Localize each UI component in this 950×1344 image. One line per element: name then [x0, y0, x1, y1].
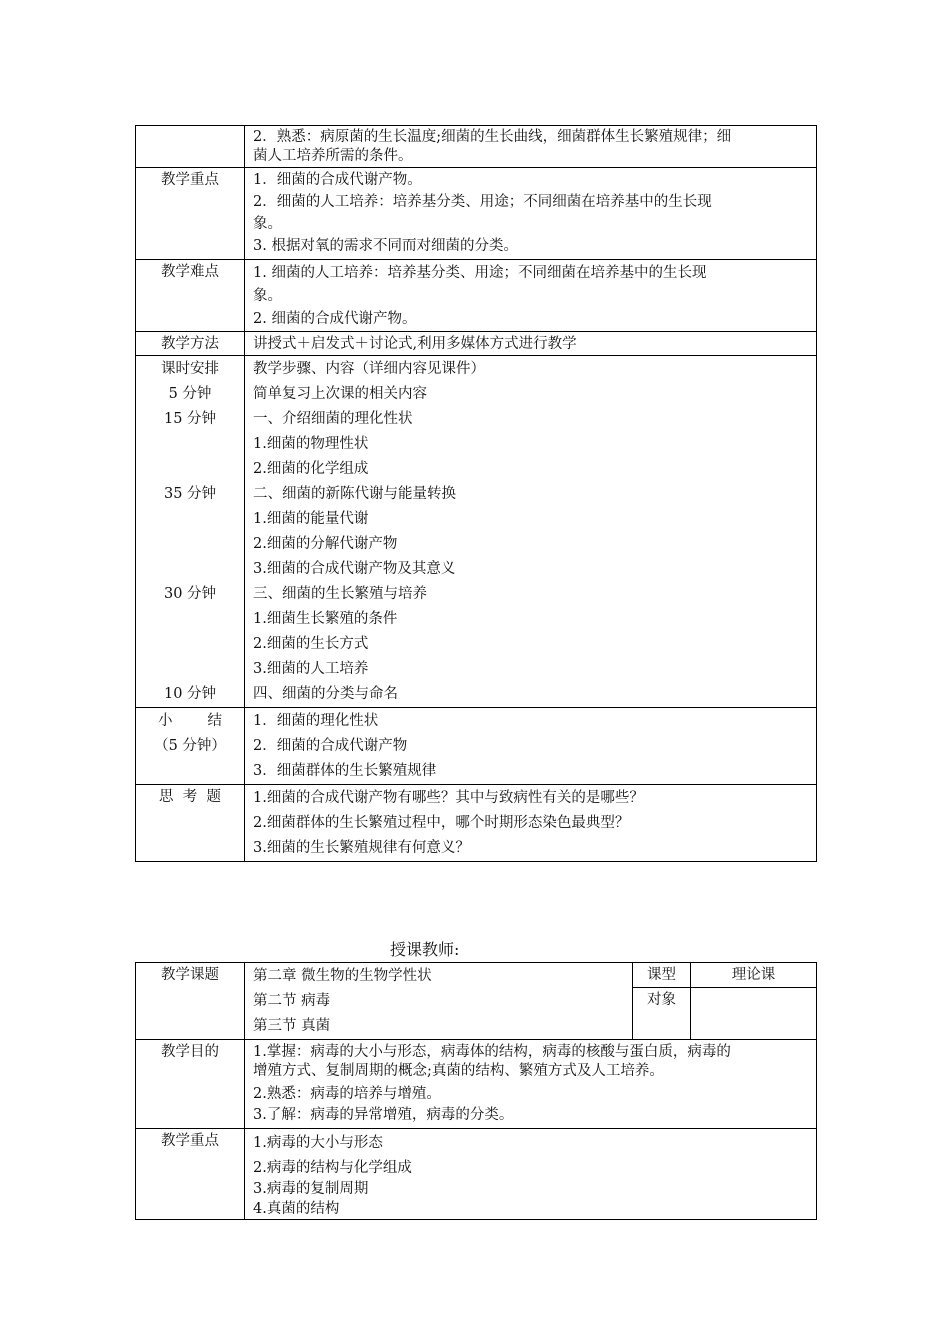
schedule-time: 10 分钟	[163, 686, 217, 702]
goal-continuation-row	[136, 126, 817, 168]
schedule-step: 1.细菌生长繁殖的条件	[253, 611, 398, 627]
summary-label: 小 结	[158, 713, 222, 729]
summary-row	[136, 708, 817, 785]
topic-line: 第三节 真菌	[253, 1018, 331, 1034]
method-row	[136, 332, 817, 356]
summary-label-cell	[136, 708, 245, 785]
schedule-row	[136, 356, 817, 708]
difficulties-row	[136, 260, 817, 332]
goal-line: 2．熟悉：病原菌的生长温度;细菌的生长曲线，细菌群体生长繁殖规律；细	[253, 129, 732, 145]
schedule-step: 1.细菌的物理性状	[253, 436, 369, 452]
goal-line: 增殖方式、复制周期的概念;真菌的结构、繁殖方式及人工培养。	[253, 1063, 664, 1079]
schedule-step: 2.细菌的化学组成	[253, 461, 369, 477]
schedule-time	[144, 457, 236, 482]
key-point-line: 4.真菌的结构	[253, 1201, 340, 1217]
key-points-cell	[245, 168, 817, 260]
summary-time: （5 分钟）	[154, 738, 226, 754]
schedule-time: 30 分钟	[163, 586, 217, 602]
question-line: 3.细菌的生长繁殖规律有何意义？	[253, 840, 470, 856]
teacher-label: 授课教师:	[390, 940, 460, 959]
key-points-cell-2	[245, 1129, 817, 1220]
key-points-label: 教学重点	[136, 168, 245, 260]
course-type-value: 理论课	[691, 963, 817, 988]
goal-line: 1.掌握：病毒的大小与形态，病毒体的结构，病毒的核酸与蛋白质，病毒的	[253, 1044, 731, 1060]
lesson-plan-table-1	[135, 125, 817, 862]
schedule-content-cell	[245, 356, 817, 708]
summary-content-cell	[245, 708, 817, 785]
key-points-row	[136, 168, 817, 260]
schedule-time	[144, 507, 236, 532]
key-point-line: 2．细菌的人工培养：培养基分类、用途；不同细菌在培养基中的生长现	[253, 194, 712, 210]
goal-continuation-cell	[245, 126, 817, 168]
questions-label: 思 考 题	[136, 785, 245, 862]
method-text: 讲授式＋启发式＋讨论式,利用多媒体方式进行教学	[245, 332, 817, 356]
schedule-step: 二、细菌的新陈代谢与能量转换	[253, 486, 456, 502]
schedule-time-cell	[136, 356, 245, 708]
schedule-time: 15 分钟	[163, 411, 217, 427]
course-type-label: 课型	[633, 963, 691, 988]
lesson-plan-table-2	[135, 962, 817, 1220]
audience-label: 对象	[633, 988, 691, 1040]
schedule-step: 一、介绍细菌的理化性状	[253, 411, 413, 427]
difficulties-label: 教学难点	[136, 260, 245, 332]
goals-cell	[245, 1040, 817, 1129]
schedule-step: 教学步骤、内容（详细内容见课件）	[253, 361, 485, 377]
schedule-time	[144, 632, 236, 657]
difficulties-cell	[245, 260, 817, 332]
schedule-step: 2.细菌的生长方式	[253, 636, 369, 652]
question-line: 1.细菌的合成代谢产物有哪些？其中与致病性有关的是哪些？	[253, 790, 644, 806]
key-points-label-2: 教学重点	[136, 1129, 245, 1220]
goals-row	[136, 1040, 817, 1129]
schedule-time: 35 分钟	[163, 486, 217, 502]
audience-value	[691, 988, 817, 1040]
schedule-time	[144, 657, 236, 682]
schedule-step: 简单复习上次课的相关内容	[253, 386, 427, 402]
schedule-step: 3.细菌的合成代谢产物及其意义	[253, 561, 456, 577]
schedule-time: 课时安排	[161, 361, 219, 377]
questions-cell	[245, 785, 817, 862]
key-points-row-2	[136, 1129, 817, 1220]
goal-line: 3.了解：病毒的异常增殖，病毒的分类。	[253, 1107, 514, 1123]
schedule-step: 1.细菌的能量代谢	[253, 511, 369, 527]
topic-line: 第二章 微生物的生物学性状	[253, 968, 432, 984]
schedule-time	[144, 532, 236, 557]
summary-line: 2．细菌的合成代谢产物	[253, 738, 408, 754]
empty-label-cell	[136, 126, 245, 168]
key-point-line: 2.病毒的结构与化学组成	[253, 1160, 412, 1176]
key-point-line: 1．细菌的合成代谢产物。	[253, 172, 422, 188]
topic-label: 教学课题	[136, 963, 245, 1040]
topic-row-1	[136, 963, 817, 988]
question-line: 2.细菌群体的生长繁殖过程中，哪个时期形态染色最典型？	[253, 815, 630, 831]
questions-row	[136, 785, 817, 862]
summary-line: 1．细菌的理化性状	[253, 713, 379, 729]
key-point-line: 3. 根据对氧的需求不同而对细菌的分类。	[253, 238, 518, 254]
difficulty-line: 2. 细菌的合成代谢产物。	[253, 311, 417, 327]
summary-line: 3．细菌群体的生长繁殖规律	[253, 763, 437, 779]
method-label: 教学方法	[136, 332, 245, 356]
schedule-time	[144, 607, 236, 632]
schedule-time	[144, 432, 236, 457]
schedule-step: 三、细菌的生长繁殖与培养	[253, 586, 427, 602]
schedule-time: 5 分钟	[168, 386, 212, 402]
schedule-time	[144, 557, 236, 582]
key-point-line: 象。	[253, 216, 282, 232]
key-point-line: 1.病毒的大小与形态	[253, 1135, 383, 1151]
goal-line: 2.熟悉：病毒的培养与增殖。	[253, 1086, 441, 1102]
goals-label: 教学目的	[136, 1040, 245, 1129]
schedule-step: 四、细菌的分类与命名	[253, 686, 398, 702]
key-point-line: 3.病毒的复制周期	[253, 1181, 369, 1197]
difficulty-line: 象。	[253, 288, 282, 304]
schedule-step: 2.细菌的分解代谢产物	[253, 536, 398, 552]
schedule-step: 3.细菌的人工培养	[253, 661, 369, 677]
difficulty-line: 1. 细菌的人工培养：培养基分类、用途；不同细菌在培养基中的生长现	[253, 265, 707, 281]
goal-line: 菌人工培养所需的条件。	[253, 148, 413, 164]
topic-line: 第二节 病毒	[253, 993, 331, 1009]
topic-content-cell	[245, 963, 633, 1040]
